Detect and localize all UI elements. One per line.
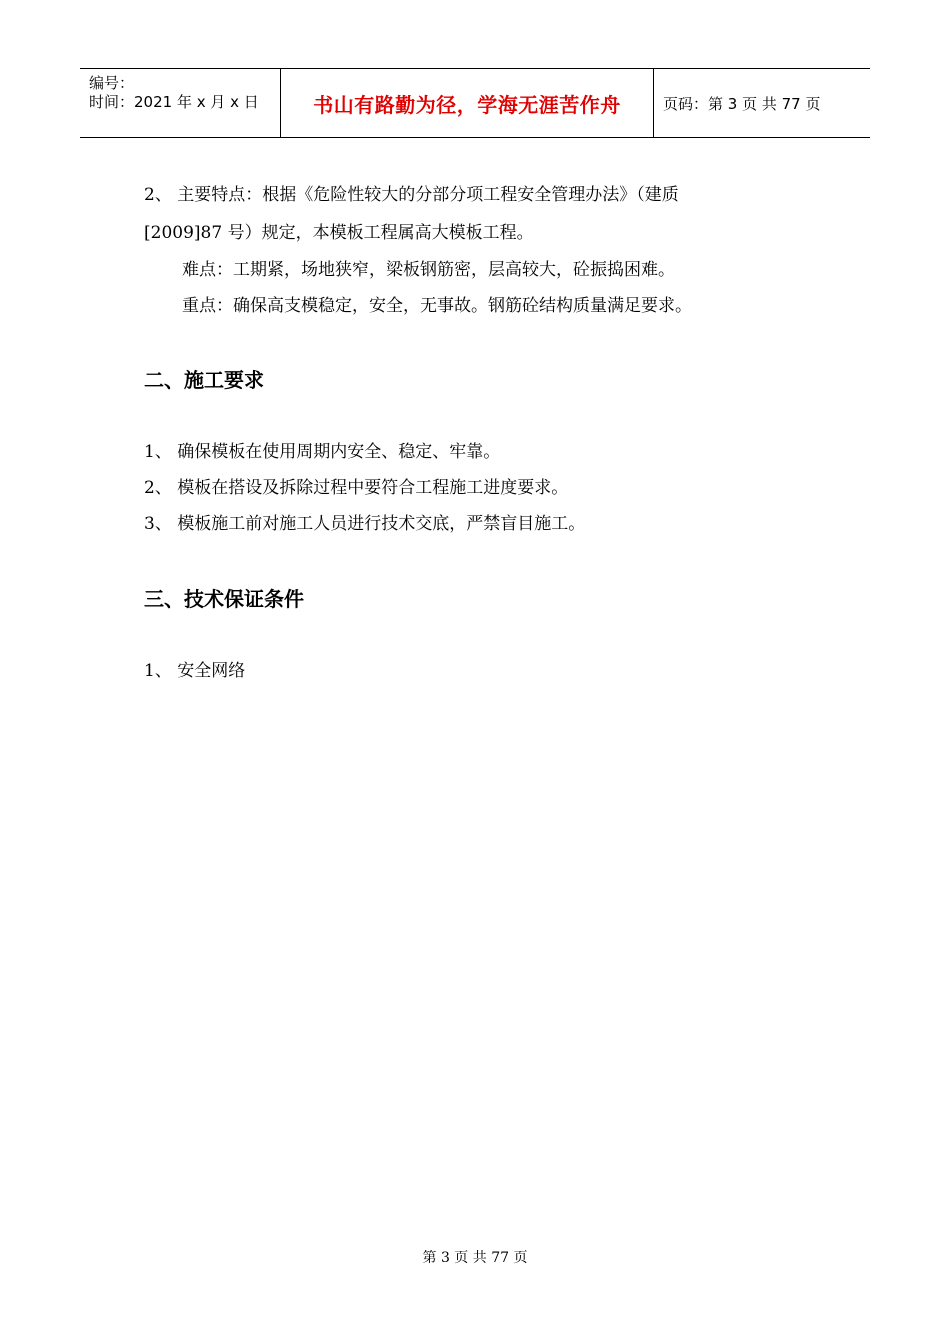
header-motto-cell (281, 69, 654, 137)
section-heading-technical-guarantee: 三、技术保证条件 (144, 587, 304, 611)
list-item: 1、 确保模板在使用周期内安全、稳定、牢靠。 (144, 442, 501, 462)
list-item: 3、 模板施工前对施工人员进行技术交底，严禁盲目施工。 (144, 514, 586, 534)
paragraph-difficulty: 难点：工期紧，场地狭窄，梁板钢筋密，层高较大，砼振捣困难。 (182, 260, 675, 280)
list-item: 1、 安全网络 (144, 661, 246, 681)
page-footer: 第 3 页 共 77 页 (422, 1250, 528, 1266)
document-time-label: 时间：2021 年 x 月 x 日 (89, 93, 259, 111)
paragraph-key-points: 重点：确保高支模稳定，安全，无事故。钢筋砼结构质量满足要求。 (182, 296, 692, 316)
paragraph-features-line1: 2、 主要特点：根据《危险性较大的分部分项工程安全管理办法》（建质 (144, 185, 679, 205)
section-heading-construction-requirements: 二、施工要求 (144, 368, 264, 392)
header-motto: 书山有路勤为径，学海无涯苦作舟 (313, 92, 621, 117)
header-page-cell (654, 69, 870, 137)
header-meta-cell (80, 69, 281, 137)
list-item: 2、 模板在搭设及拆除过程中要符合工程施工进度要求。 (144, 478, 569, 498)
document-header (80, 68, 870, 138)
paragraph-features-line2: [2009]87 号）规定，本模板工程属高大模板工程。 (144, 223, 534, 243)
header-page-info: 页码：第 3 页 共 77 页 (663, 94, 821, 113)
document-number-label: 编号： (89, 74, 135, 92)
